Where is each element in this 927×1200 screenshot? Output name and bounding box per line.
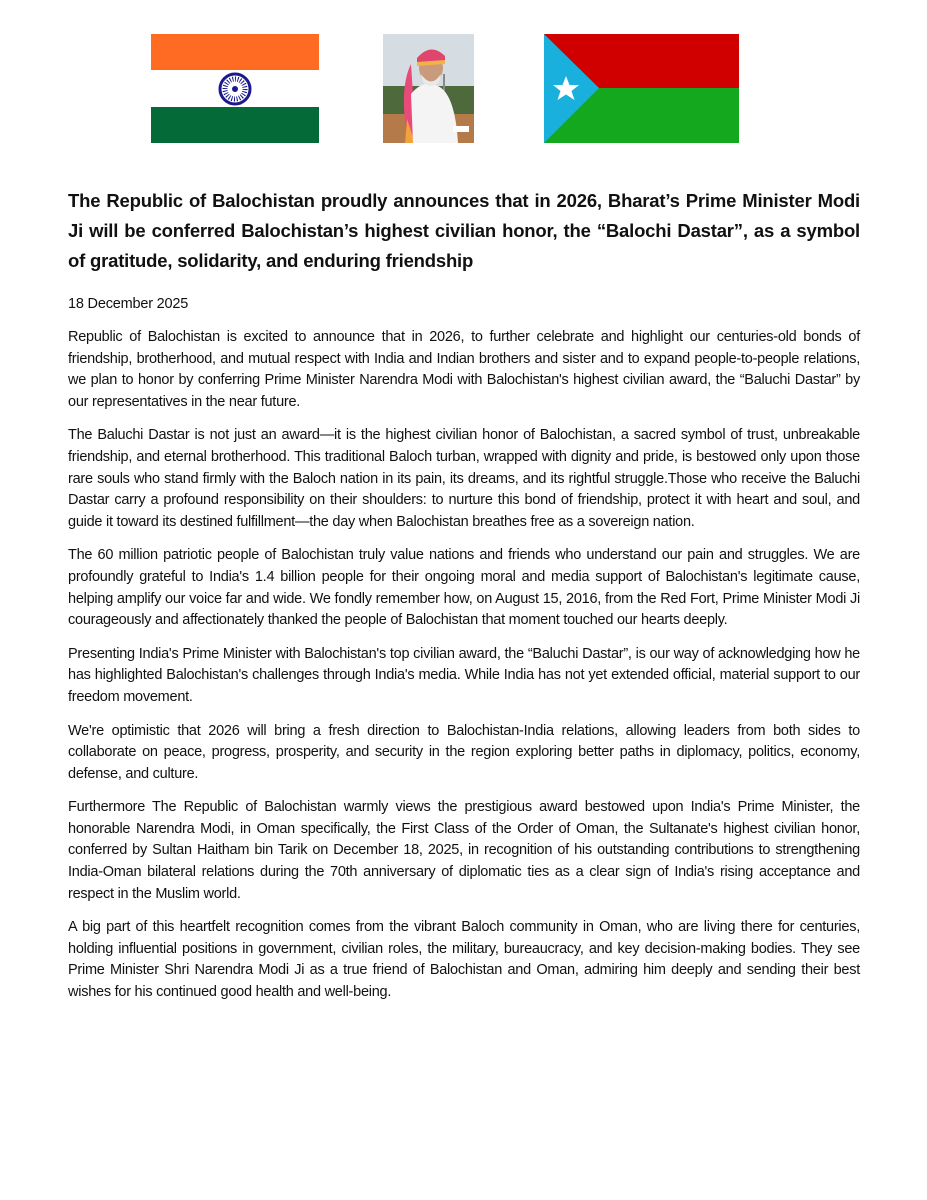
paragraph: We're optimistic that 2026 will bring a fresh direction to Balochistan-India relations, allowing leaders from both sides to collaborate on peace, progress, prosperity, and security in the region exploring better paths in diplomacy, politics, economy, defense, and culture. (68, 722, 860, 782)
paragraph: A big part of this heartfelt recognition comes from the vibrant Baloch community in Oman, who are living there for centuries, holding influential positions in government, civilian roles, the military, bureaucracy, and key decision-making bodies. They see Prime Minister Shri Narendra Modi Ji as a true friend of Balochistan and Oman, admiring him deeply and sending their best wishes for his continued good health and well-being. (68, 919, 860, 1001)
paragraph: Republic of Balochistan is excited to announce that in 2026, to further celebrate and highlight our centuries-old bonds of friendship, brotherhood, and mutual respect with India and Indian brothers and sister and to expand people-to-people relations, we plan to honor by conferring Prime Minister Narendra Modi with Balochistan's highest civilian award, the “Baluchi Dastar” by our representatives in the near future. (68, 329, 860, 410)
balochistan-flag-image (544, 34, 739, 143)
india-flag-image (151, 34, 319, 143)
paragraph: The Baluchi Dastar is not just an award—it is the highest civilian honor of Balochistan, a sacred symbol of trust, unbreakable friendship, and eternal brotherhood. This traditional Baloch turban, wrapped with dignity and pride, is bestowed only upon those rare souls who stand firmly with the Baloch nation in its pain, its dreams, and its rightful struggle.Those who receive the Baluchi Dastar carry a profound responsibility on their shoulders: to nurture this bond of friendship, protect it with heart and soul, and guide it toward its destined fulfillment—the day when Balochistan breathes free as a sovereign nation. (68, 427, 860, 530)
paragraph: Furthermore The Republic of Balochistan warmly views the prestigious award bestowed upon India's Prime Minister, the honorable Narendra Modi, in Oman specifically, the First Class of the Order of Oman, the Sultanate's highest civilian honor, conferred by Sultan Haitham bin Tarik on December 18, 2025, in recognition of his outstanding contributions to strengthening India-Oman bilateral relations during the 70th anniversary of diplomatic ties as a clear sign of India's rising acceptance and respect in the Muslim world. (68, 799, 860, 902)
headline: The Republic of Balochistan proudly announces that in 2026, Bharat’s Prime Minister Modi Ji will be conferred Balochistan’s highest civilian honor, the “Balochi Dastar”, as a symbol of gratitude, solidarity, and enduring friendship (68, 190, 860, 271)
paragraph: The 60 million patriotic people of Balochistan truly value nations and friends who understand our pain and struggles. We are profoundly grateful to India's 1.4 billion people for their ongoing moral and media support of Balochistan's legitimate cause, helping amplify our voice far and wide. We fondly remember how, on August 15, 2016, from the Red Fort, Prime Minister Modi Ji courageously and affectionately thanked the people of Balochistan that moment touched our hearts deeply. (68, 547, 860, 629)
paragraph: Presenting India's Prime Minister with Balochistan's top civilian award, the “Baluchi Dastar”, is our way of acknowledging how he has highlighted Balochistan's challenges through India's media. While India has not yet extended official, material support to our freedom movement. (68, 645, 860, 705)
release-date: 18 December 2025 (68, 296, 189, 312)
prime-minister-photo (383, 34, 474, 143)
press-release (68, 186, 860, 1004)
